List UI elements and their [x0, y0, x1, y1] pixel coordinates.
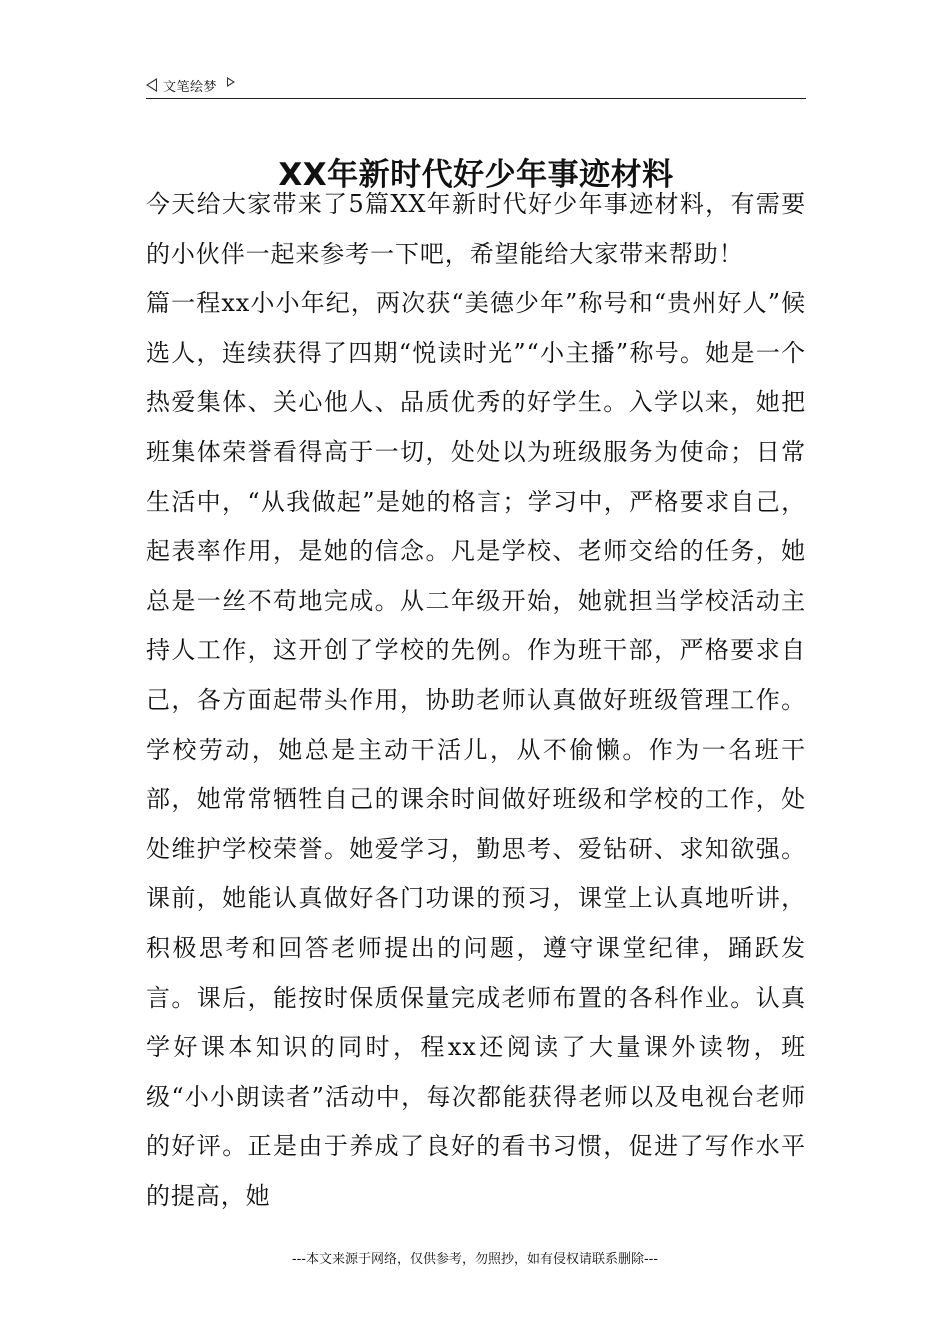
- document-body: [146, 180, 806, 1221]
- page-header: [146, 72, 806, 99]
- triangle-right-icon: [227, 77, 235, 87]
- footer-notice: ---本文来源于网络，仅供参考，勿照抄，如有侵权请联系删除---: [291, 1252, 659, 1267]
- story-paragraph: 篇一程xx小小年纪，两次获“美德少年”称号和“贵州好人”候选人，连续获得了四期“悦读时光”“小主播”称号。她是一个热爱集体、关心他人、品质优秀的好学生。入学以来，她把班集体荣誉看得高于一切，处处以为班级服务为使命；日常生活中，“从我做起”是她的格言；学习中，严格要求自己，起表率作用，是她的信念。凡是学校、老师交给的任务，她总是一丝不苟地完成。从二年级开始，她就担当学校活动主持人工作，这开创了学校的先例。作为班干部，严格要求自己，各方面起带头作用，协助老师认真做好班级管理工作。学校劳动，她总是主动干活儿，从不偷懒。作为一名班干部，她常常牺牲自己的课余时间做好班级和学校的工作，处处维护学校荣誉。她爱学习，勤思考、爱钻研、求知欲强。课前，她能认真做好各门功课的预习，课堂上认真地听讲，积极思考和回答老师提出的问题，遵守课堂纪律，踊跃发言。课后，能按时保质保量完成老师布置的各科作业。认真学好课本知识的同时，程xx还阅读了大量课外读物，班级“小小朗读者”活动中，每次都能获得老师以及电视台老师的好评。正是由于养成了良好的看书习惯，促进了写作水平的提高，她: [146, 289, 806, 1210]
- brand-name: 文笔绘梦: [163, 79, 218, 95]
- intro-paragraph: 今天给大家带来了5篇XX年新时代好少年事迹材料，有需要的小伙伴一起来参考一下吧，希望能给大家带来帮助！: [146, 190, 806, 268]
- triangle-left-icon: [146, 78, 157, 92]
- document-title: XX年新时代好少年事迹材料: [278, 156, 674, 193]
